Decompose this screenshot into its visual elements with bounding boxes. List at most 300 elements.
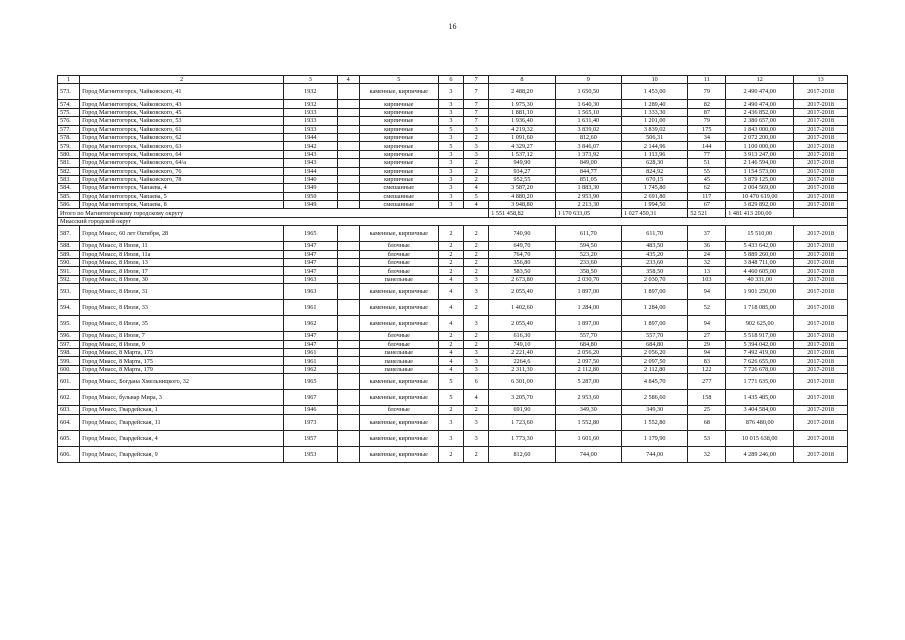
cell-total-area: 2 311,30 [489, 365, 555, 373]
cell-residential-area: 611,70 [555, 226, 621, 242]
cell-col-4 [337, 284, 359, 300]
header-cell-10: 10 [622, 76, 688, 84]
cell-private-area: 2 144,96 [622, 142, 688, 150]
cell-row-number: 588. [58, 242, 80, 250]
cell-year-built: 1963 [283, 275, 337, 283]
cell-repair-period: 2017-2018 [794, 365, 848, 373]
cell-residents: 27 [688, 332, 726, 340]
cell-wall-material: кирпичные [359, 159, 438, 167]
cell-private-area: 557,70 [622, 332, 688, 340]
cell-address: Город Миасс, бульвар Мира, 3 [80, 390, 284, 406]
cell-residents: 277 [688, 374, 726, 390]
cell-total-area: 2264,6 [489, 357, 555, 365]
cell-entrances: 3 [464, 430, 489, 446]
table-row [58, 267, 848, 275]
cell-col-4 [337, 192, 359, 200]
cell-col-4 [337, 125, 359, 133]
cell-total-area: 1 723,60 [489, 414, 555, 430]
cell-repair-period: 2017-2018 [794, 192, 848, 200]
header-cell-4: 4 [337, 76, 359, 84]
cell-floors: 4 [438, 284, 463, 300]
cell-year-built: 1932 [283, 84, 337, 100]
cell-col-4 [337, 390, 359, 406]
cell-repair-cost: 2 004 569,00 [726, 184, 794, 192]
cell-col-4 [337, 250, 359, 258]
cell-address: Город Миасс, 8 Марта, 179 [80, 365, 284, 373]
cell-residents: 117 [688, 192, 726, 200]
cell-col-4 [337, 357, 359, 365]
cell-floors: 2 [438, 259, 463, 267]
cell-floors: 2 [438, 406, 463, 414]
cell-private-area: 1 333,30 [622, 108, 688, 116]
cell-residents: 25 [688, 406, 726, 414]
cell-total-area: 764,70 [489, 250, 555, 258]
cell-floors: 2 [438, 446, 463, 462]
cell-col-4 [337, 242, 359, 250]
cell-row-number: 576. [58, 117, 80, 125]
cell-entrances: 2 [464, 242, 489, 250]
cell-address: Город Миасс, Богдана Хмельницкого, 32 [80, 374, 284, 390]
cell-row-number: 592. [58, 275, 80, 283]
cell-year-built: 1946 [283, 406, 337, 414]
cell-private-area: 670,15 [622, 175, 688, 183]
cell-year-built: 1933 [283, 125, 337, 133]
cell-floors: 2 [438, 250, 463, 258]
cell-address: Город Миасс, 60 лет Октября, 28 [80, 226, 284, 242]
cell-repair-period: 2017-2018 [794, 175, 848, 183]
cell-repair-period: 2017-2018 [794, 414, 848, 430]
cell-wall-material: каменные, кирпичные [359, 390, 438, 406]
cell-residential-area: 523,20 [555, 250, 621, 258]
cell-repair-cost: 7 626 655,00 [726, 357, 794, 365]
table-row [58, 414, 848, 430]
cell-wall-material: каменные, кирпичные [359, 414, 438, 430]
cell-floors: 3 [438, 100, 463, 108]
cell-repair-cost: 3 879 125,00 [726, 175, 794, 183]
cell-entrances: 2 [464, 332, 489, 340]
cell-repair-cost: 3 913 247,00 [726, 150, 794, 158]
cell-residential-area: 1 897,00 [555, 284, 621, 300]
table-row [58, 332, 848, 340]
cell-residential-area: 358,50 [555, 267, 621, 275]
cell-address: Город Миасс, Гвардейская, 1 [80, 406, 284, 414]
cell-repair-period: 2017-2018 [794, 150, 848, 158]
cell-total-area: 952,55 [489, 175, 555, 183]
cell-col-4 [337, 117, 359, 125]
cell-private-area: 2 056,20 [622, 348, 688, 356]
cell-address: Город Магнитогорск, Чапаева, 4 [80, 184, 284, 192]
cell-repair-period: 2017-2018 [794, 267, 848, 275]
table-row [58, 357, 848, 365]
cell-repair-period: 2017-2018 [794, 374, 848, 390]
cell-residents: 24 [688, 250, 726, 258]
cell-private-area: 233,60 [622, 259, 688, 267]
cell-entrances: 2 [464, 267, 489, 275]
cell-private-area: 349,30 [622, 406, 688, 414]
cell-residents: 175 [688, 125, 726, 133]
cell-repair-period: 2017-2018 [794, 406, 848, 414]
cell-repair-period: 2017-2018 [794, 340, 848, 348]
cell-wall-material: смешанные [359, 192, 438, 200]
cell-residents: 45 [688, 175, 726, 183]
cell-wall-material: блочные [359, 340, 438, 348]
cell-row-number: 597. [58, 340, 80, 348]
cell-col-4 [337, 446, 359, 462]
cell-floors: 4 [438, 365, 463, 373]
cell-private-area: 506,31 [622, 133, 688, 141]
cell-year-built: 1953 [283, 446, 337, 462]
cell-repair-cost: 5 433 642,00 [726, 242, 794, 250]
table-row [58, 406, 848, 414]
cell-row-number: 577. [58, 125, 80, 133]
table-row [58, 226, 848, 242]
cell-residential-area: 3 846,07 [555, 142, 621, 150]
cell-entrances: 3 [464, 365, 489, 373]
cell-repair-period: 2017-2018 [794, 316, 848, 332]
cell-residential-area: 2 213,30 [555, 201, 621, 209]
cell-address: Город Магнитогорск, Чайковского, 76 [80, 167, 284, 175]
cell-total-area: 3 205,70 [489, 390, 555, 406]
cell-row-number: 579. [58, 142, 80, 150]
cell-row-number: 601. [58, 374, 80, 390]
cell-col-4 [337, 275, 359, 283]
cell-total-area: 1 975,30 [489, 100, 555, 108]
cell-entrances: 3 [464, 414, 489, 430]
cell-floors: 3 [438, 167, 463, 175]
cell-year-built: 1961 [283, 300, 337, 316]
cell-entrances: 2 [464, 167, 489, 175]
header-cell-1: 1 [58, 76, 80, 84]
cell-repair-cost: 40 331,00 [726, 275, 794, 283]
table-row [58, 340, 848, 348]
cell-residents: 94 [688, 316, 726, 332]
cell-total-area: 1 936,40 [489, 117, 555, 125]
cell-repair-cost: 3 848 711,00 [726, 259, 794, 267]
cell-repair-period: 2017-2018 [794, 84, 848, 100]
cell-residents: 79 [688, 84, 726, 100]
cell-entrances: 4 [464, 390, 489, 406]
header-cell-7: 7 [464, 76, 489, 84]
cell-address: Город Магнитогорск, Чапаева, 8 [80, 201, 284, 209]
cell-col-4 [337, 414, 359, 430]
cell-repair-cost: 5 394 042,00 [726, 340, 794, 348]
cell-year-built: 1947 [283, 259, 337, 267]
cell-floors: 4 [438, 275, 463, 283]
cell-repair-period: 2017-2018 [794, 142, 848, 150]
cell-floors: 4 [438, 357, 463, 365]
cell-private-area: 1 179,90 [622, 430, 688, 446]
cell-col-4 [337, 348, 359, 356]
cell-repair-cost: 4 289 246,00 [726, 446, 794, 462]
cell-row-number: 582. [58, 167, 80, 175]
cell-year-built: 1943 [283, 159, 337, 167]
cell-address: Город Миасс, 8 Июля, 33 [80, 300, 284, 316]
cell-year-built: 1965 [283, 226, 337, 242]
cell-row-number: 583. [58, 175, 80, 183]
cell-wall-material: кирпичные [359, 100, 438, 108]
cell-total-area: 649,70 [489, 242, 555, 250]
cell-floors: 2 [438, 332, 463, 340]
cell-private-area: 744,00 [622, 446, 688, 462]
table-row [58, 117, 848, 125]
cell-year-built: 1961 [283, 357, 337, 365]
cell-total-area: 2 055,40 [489, 316, 555, 332]
cell-residential-area: 557,70 [555, 332, 621, 340]
cell-wall-material: кирпичные [359, 125, 438, 133]
cell-repair-period: 2017-2018 [794, 430, 848, 446]
cell-wall-material: панельные [359, 357, 438, 365]
cell-wall-material: панельные [359, 348, 438, 356]
cell-repair-cost: 2 146 594,00 [726, 159, 794, 167]
cell-private-area: 1 201,00 [622, 117, 688, 125]
cell-floors: 5 [438, 390, 463, 406]
cell-residents: 36 [688, 242, 726, 250]
cell-private-area: 1 745,80 [622, 184, 688, 192]
cell-entrances: 3 [464, 150, 489, 158]
cell-repair-period: 2017-2018 [794, 226, 848, 242]
cell-wall-material: кирпичные [359, 142, 438, 150]
cell-address: Город Магнитогорск, Чайковского, 53 [80, 117, 284, 125]
cell-repair-cost: 7 492 419,00 [726, 348, 794, 356]
table-row [58, 159, 848, 167]
cell-col-4 [337, 184, 359, 192]
cell-residents: 29 [688, 340, 726, 348]
cell-year-built: 1947 [283, 242, 337, 250]
cell-residents: 77 [688, 150, 726, 158]
cell-repair-cost: 2 380 657,00 [726, 117, 794, 125]
cell-wall-material: блочные [359, 332, 438, 340]
cell-repair-cost: 1 901 250,00 [726, 284, 794, 300]
cell-col-4 [337, 133, 359, 141]
cell-col-4 [337, 430, 359, 446]
cell-private-area: 1 113,96 [622, 150, 688, 158]
cell-entrances: 4 [464, 184, 489, 192]
cell-year-built: 1932 [283, 100, 337, 108]
cell-year-built: 1947 [283, 267, 337, 275]
cell-entrances: 5 [464, 192, 489, 200]
cell-residential-area: 1 552,80 [555, 414, 621, 430]
cell-col-4 [337, 406, 359, 414]
cell-private-area: 1 994,50 [622, 201, 688, 209]
cell-residents: 32 [688, 259, 726, 267]
cell-residents: 87 [688, 108, 726, 116]
cell-repair-period: 2017-2018 [794, 117, 848, 125]
cell-private-area: 358,50 [622, 267, 688, 275]
cell-address: Город Миасс, Гвардейская, 11 [80, 414, 284, 430]
cell-col-4 [337, 100, 359, 108]
cell-entrances: 2 [464, 406, 489, 414]
cell-repair-period: 2017-2018 [794, 242, 848, 250]
cell-private-area: 1 897,00 [622, 284, 688, 300]
cell-floors: 3 [438, 175, 463, 183]
cell-repair-period: 2017-2018 [794, 390, 848, 406]
cell-year-built: 1947 [283, 332, 337, 340]
cell-address: Город Магнитогорск, Чапаева, 5 [80, 192, 284, 200]
cell-year-built: 1943 [283, 150, 337, 158]
cell-row-number: 595. [58, 316, 80, 332]
cell-row-number: 606. [58, 446, 80, 462]
cell-entrances: 3 [464, 125, 489, 133]
cell-address: Город Магнитогорск, Чайковского, 62 [80, 133, 284, 141]
cell-residents: 94 [688, 348, 726, 356]
table-row [58, 125, 848, 133]
cell-row-number: 584. [58, 184, 80, 192]
total-cell-residents: 52 521 [688, 209, 726, 217]
cell-private-area: 3 839,02 [622, 125, 688, 133]
cell-total-area: 3 948,80 [489, 201, 555, 209]
cell-wall-material: каменные, кирпичные [359, 430, 438, 446]
cell-residents: 158 [688, 390, 726, 406]
cell-wall-material: блочные [359, 267, 438, 275]
table-body [58, 76, 848, 463]
cell-col-4 [337, 175, 359, 183]
table-row [58, 259, 848, 267]
cell-residents: 82 [688, 100, 726, 108]
cell-repair-period: 2017-2018 [794, 125, 848, 133]
cell-floors: 3 [438, 201, 463, 209]
cell-private-area: 611,70 [622, 226, 688, 242]
cell-floors: 4 [438, 300, 463, 316]
cell-private-area: 1 897,00 [622, 316, 688, 332]
table-row [58, 275, 848, 283]
total-row [58, 209, 848, 217]
cell-row-number: 580. [58, 150, 80, 158]
header-cell-9: 9 [555, 76, 621, 84]
cell-total-area: 691,90 [489, 406, 555, 414]
cell-residents: 83 [688, 357, 726, 365]
cell-col-4 [337, 374, 359, 390]
cell-residents: 103 [688, 275, 726, 283]
cell-col-4 [337, 159, 359, 167]
cell-residential-area: 1 565,10 [555, 108, 621, 116]
cell-address: Город Миасс, 8 Июля, 11 [80, 242, 284, 250]
cell-floors: 3 [438, 150, 463, 158]
cell-row-number: 586. [58, 201, 80, 209]
cell-residential-area: 1 373,92 [555, 150, 621, 158]
cell-residential-area: 812,60 [555, 133, 621, 141]
header-cell-11: 11 [688, 76, 726, 84]
cell-repair-period: 2017-2018 [794, 184, 848, 192]
cell-year-built: 1942 [283, 142, 337, 150]
cell-row-number: 574. [58, 100, 80, 108]
cell-col-4 [337, 365, 359, 373]
cell-repair-period: 2017-2018 [794, 357, 848, 365]
table-row [58, 300, 848, 316]
cell-row-number: 581. [58, 159, 80, 167]
cell-total-area: 1 881,10 [489, 108, 555, 116]
cell-col-4 [337, 340, 359, 348]
cell-residents: 122 [688, 365, 726, 373]
cell-repair-cost: 4 460 605,00 [726, 267, 794, 275]
cell-repair-cost: 3 829 892,00 [726, 201, 794, 209]
cell-repair-cost: 1 771 635,00 [726, 374, 794, 390]
cell-floors: 3 [438, 430, 463, 446]
cell-residential-area: 684,80 [555, 340, 621, 348]
total-cell-repair-cost: 1 481 413 200,00 [726, 209, 794, 217]
cell-repair-cost: 10 470 619,00 [726, 192, 794, 200]
cell-address: Город Миасс, 8 Июля, 9 [80, 340, 284, 348]
cell-entrances: 2 [464, 300, 489, 316]
cell-private-area: 684,80 [622, 340, 688, 348]
cell-col-4 [337, 150, 359, 158]
cell-row-number: 598. [58, 348, 80, 356]
cell-year-built: 1963 [283, 284, 337, 300]
cell-private-area: 2 691,80 [622, 192, 688, 200]
cell-repair-period: 2017-2018 [794, 108, 848, 116]
cell-repair-cost: 2 436 852,00 [726, 108, 794, 116]
cell-entrances: 7 [464, 84, 489, 100]
cell-floors: 3 [438, 84, 463, 100]
cell-col-4 [337, 316, 359, 332]
cell-wall-material: блочные [359, 250, 438, 258]
cell-col-4 [337, 84, 359, 100]
cell-entrances: 2 [464, 340, 489, 348]
cell-wall-material: каменные, кирпичные [359, 84, 438, 100]
cell-address: Город Миасс, Гвардейская, 9 [80, 446, 284, 462]
cell-total-area: 4 880,20 [489, 192, 555, 200]
cell-repair-cost: 876 480,00 [726, 414, 794, 430]
cell-private-area: 2 030,70 [622, 275, 688, 283]
cell-wall-material: блочные [359, 242, 438, 250]
cell-entrances: 2 [464, 226, 489, 242]
cell-total-area: 583,50 [489, 267, 555, 275]
cell-residential-area: 1 640,30 [555, 100, 621, 108]
cell-floors: 5 [438, 125, 463, 133]
header-cell-2: 2 [80, 76, 284, 84]
cell-residential-area: 349,30 [555, 406, 621, 414]
cell-residential-area: 1 601,60 [555, 430, 621, 446]
cell-private-area: 2 112,80 [622, 365, 688, 373]
cell-residential-area: 1 284,00 [555, 300, 621, 316]
cell-residential-area: 1 883,30 [555, 184, 621, 192]
cell-wall-material: кирпичные [359, 150, 438, 158]
cell-year-built: 1957 [283, 430, 337, 446]
cell-entrances: 2 [464, 175, 489, 183]
cell-residents: 13 [688, 267, 726, 275]
cell-total-area: 749,10 [489, 340, 555, 348]
header-cell-12: 12 [726, 76, 794, 84]
table-row [58, 142, 848, 150]
cell-address: Город Миасс, 8 Марта, 175 [80, 357, 284, 365]
cell-entrances: 7 [464, 108, 489, 116]
cell-repair-cost: 1 154 573,00 [726, 167, 794, 175]
table-row [58, 100, 848, 108]
cell-entrances: 2 [464, 259, 489, 267]
cell-wall-material: каменные, кирпичные [359, 284, 438, 300]
cell-col-4 [337, 167, 359, 175]
cell-address: Город Магнитогорск, Чайковского, 61 [80, 125, 284, 133]
table-row [58, 316, 848, 332]
cell-year-built: 1940 [283, 175, 337, 183]
cell-year-built: 1947 [283, 250, 337, 258]
table-row [58, 108, 848, 116]
cell-row-number: 573. [58, 84, 80, 100]
cell-repair-period: 2017-2018 [794, 275, 848, 283]
cell-residents: 53 [688, 430, 726, 446]
header-cell-13: 13 [794, 76, 848, 84]
cell-total-area: 740,90 [489, 226, 555, 242]
cell-address: Город Магнитогорск, Чайковского, 43 [80, 100, 284, 108]
cell-address: Город Миасс, 8 Июля, 31 [80, 284, 284, 300]
cell-wall-material: смешанные [359, 184, 438, 192]
cell-floors: 3 [438, 414, 463, 430]
cell-floors: 3 [438, 133, 463, 141]
cell-entrances: 3 [464, 357, 489, 365]
cell-repair-cost: 7 726 678,00 [726, 365, 794, 373]
cell-total-area: 2 488,20 [489, 84, 555, 100]
cell-year-built: 1933 [283, 108, 337, 116]
cell-repair-cost: 10 015 638,00 [726, 430, 794, 446]
